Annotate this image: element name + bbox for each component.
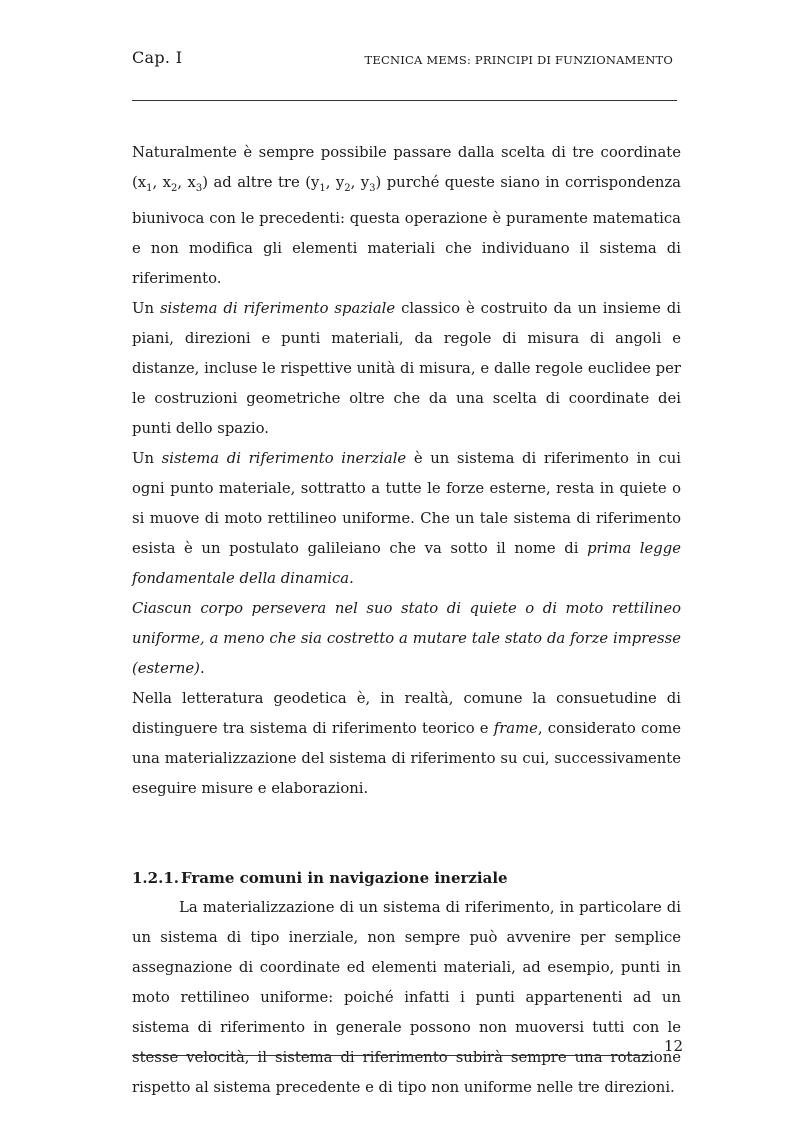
text-run: .	[199, 659, 205, 677]
italic-text: sistema di riferimento spaziale	[159, 299, 396, 317]
subscript: 1	[319, 182, 326, 194]
text-run: .	[349, 569, 354, 587]
body-paragraph	[132, 684, 681, 804]
italic-text: sistema di riferimento inerziale	[161, 449, 407, 467]
text-run: , y	[350, 174, 370, 191]
text-run: è un sistema di riferimento in cui ogni punto materiale, sottratto a tutte le forze esterne, resta in quiete o si muove di moto rettilineo uniforme. Che un tale sistema di riferimento esista è un postulato galileiano che va sotto il nome di	[132, 449, 681, 557]
running-title: TECNICA MEMS: PRINCIPI DI FUNZIONAMENTO	[364, 53, 673, 67]
text-run: , y	[325, 174, 345, 191]
section-title: Frame comuni in navigazione inerziale	[181, 868, 508, 887]
italic-text: prima legge fondamentale della dinamica	[132, 539, 681, 587]
subscript: 3	[195, 182, 203, 194]
text-run: ) purché queste siano in corrispondenza biunivoca con le precedenti: questa operazione è puramente matematica e non modifica gli elementi materiali che individuano il sistema di riferimento.	[132, 174, 681, 287]
subscript: 2	[344, 182, 351, 194]
subscript: 1	[146, 182, 153, 194]
header-rule	[132, 100, 677, 101]
italic-text: Ciascun corpo persevera nel suo stato di quiete o di moto rettilineo uniforme, a meno che sia costretto a mutare tale stato da forze impresse (esterne)	[132, 599, 681, 677]
body-paragraph	[132, 594, 681, 684]
body-paragraph	[132, 138, 681, 294]
text-run: , x	[177, 174, 196, 191]
body-paragraph	[132, 294, 681, 444]
footer-rule	[132, 1055, 652, 1056]
text-run: Un	[132, 449, 162, 467]
text-run: ) ad altre tre (y	[202, 174, 320, 191]
text-run: Nella letteratura geodetica è, in realtà, comune la consuetudine di distinguere tra sistema di riferimento teorico e	[132, 689, 681, 737]
subscript: 2	[171, 182, 178, 194]
page-number: 12	[664, 1037, 684, 1055]
text-run: , x	[152, 174, 171, 191]
text-run: classico è costruito da un insieme di piani, direzioni e punti materiali, da regole di misura di angoli e distanze, incluse le rispettive unità di misura, e dalle regole euclidee per le costruzioni geometriche oltre che da una scelta di coordinate dei punti dello spazio.	[132, 299, 681, 437]
text-run: Naturalmente è sempre possibile passare dalla scelta di tre coordinate (x	[132, 144, 681, 191]
section-spacer	[132, 804, 681, 863]
chapter-label: Cap. I	[132, 48, 183, 67]
body-paragraph	[132, 444, 681, 594]
body-paragraphs	[132, 138, 681, 804]
italic-text: frame	[493, 719, 538, 737]
text-run: Un	[132, 299, 160, 317]
text-run: , considerato come una materializzazione del sistema di riferimento su cui, successivamente eseguire misure e elaborazioni.	[132, 719, 681, 797]
page-body	[132, 138, 684, 1103]
subscript: 3	[369, 182, 376, 194]
section-number: 1.2.1.	[132, 868, 179, 887]
section-heading	[132, 863, 681, 893]
section-paragraph: La materializzazione di un sistema di riferimento, in particolare di un sistema di tipo inerziale, non sempre può avvenire per semplice assegnazione di coordinate ed elementi materiali, ad esempio, punti in moto rettilineo uniforme: poiché infatti i punti appartenenti ad un sistema di riferimento in generale possono non muoversi tutti con le stesse velocità, il sistema di riferimento subirà sempre una rotazione rispetto al sistema precedente e di tipo non uniforme nelle tre direzioni.	[132, 898, 681, 1096]
